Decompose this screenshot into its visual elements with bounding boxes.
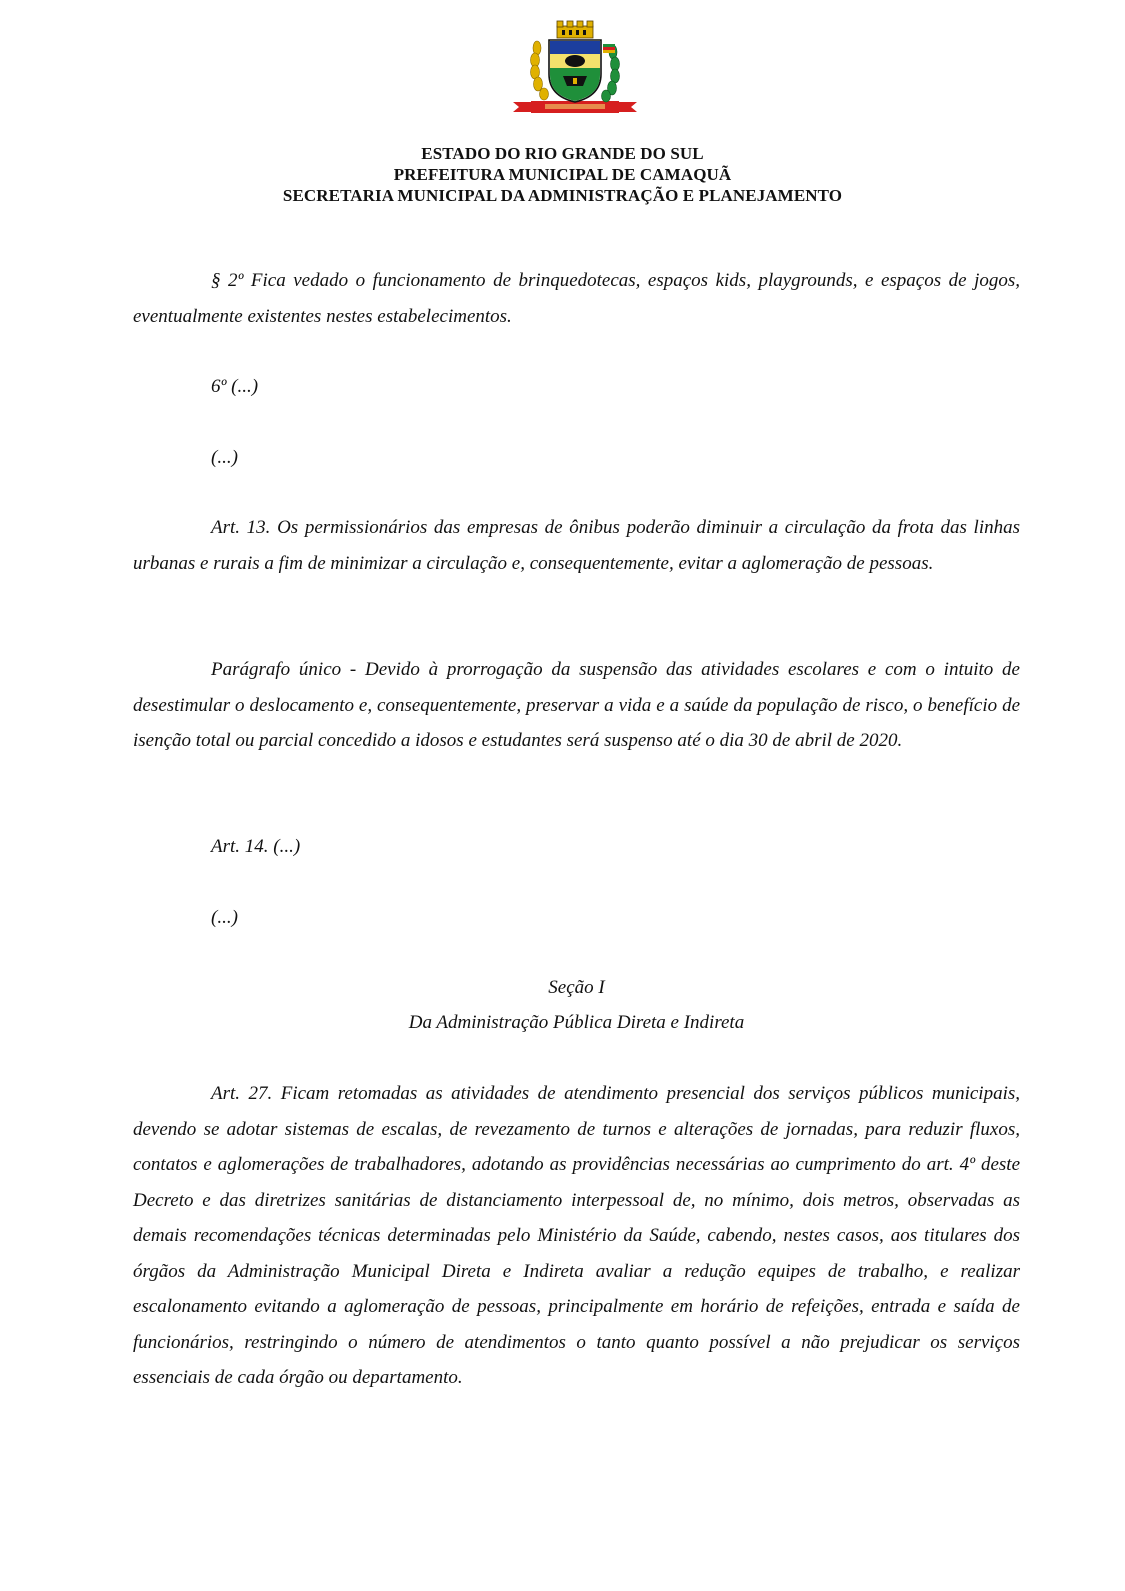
paragrafo-unico: Parágrafo único - Devido à prorrogação da suspensão das atividades escolares e com o intuito de desestimular o deslocamento e, consequentemente, preservar a vida e a saúde da população de risco, o benefício de isenção total ou parcial concedido a idosos e estudantes será suspenso até o dia 30 de abril de 2020. — [133, 659, 1020, 751]
ellipsis-1: (...) — [211, 447, 238, 468]
paragraph-2: § 2º Fica vedado o funcionamento de brinquedotecas, espaços kids, playgrounds, e espaços de jogos, eventualmente existentes nestes estabelecimentos. — [133, 270, 1020, 327]
article-27: Art. 27. Ficam retomadas as atividades de atendimento presencial dos serviços públicos municipais, devendo se adotar sistemas de escalas, de revezamento de turnos e alterações de jornadas, para reduzir fluxos, contatos e aglomerações de trabalhadores, adotando as providências necessárias ao cumprimento do art. 4º deste Decreto e das diretrizes sanitárias de distanciamento interpessoal de, no mínimo, dois metros, observadas as demais recomendações técnicas determinadas pelo Ministério da Saúde, cabendo, nestes casos, aos titulares dos órgãos da Administração Municipal Direta e Indireta avaliar a redução equipes de trabalho, e realizar escalonamento evitando a aglomeração de pessoas, principalmente em horário de refeições, entrada e saída de funcionários, restringindo o número de atendimentos o tanto quanto possível a não prejudicar os serviços essenciais de cada órgão ou departamento. — [133, 1083, 1020, 1388]
article-14: Art. 14. (...) — [211, 836, 301, 857]
ellipsis-2: (...) — [211, 907, 238, 928]
document-header — [0, 143, 1125, 206]
municipal-coat-of-arms-icon — [511, 18, 639, 118]
item-6: 6º (...) — [211, 376, 259, 397]
section-subtitle: Da Administração Pública Direta e Indireta — [408, 1012, 745, 1033]
header-prefecture: PREFEITURA MUNICIPAL DE CAMAQUÃ — [393, 165, 732, 184]
article-13: Art. 13. Os permissionários das empresas de ônibus poderão diminuir a circulação da frota das linhas urbanas e rurais a fim de minimizar a circulação e, consequentemente, evitar a aglomeração de pessoas. — [133, 517, 1020, 574]
section-title: Seção I — [548, 977, 605, 998]
header-state: ESTADO DO RIO GRANDE DO SUL — [421, 144, 704, 163]
header-secretariat: SECRETARIA MUNICIPAL DA ADMINISTRAÇÃO E PLANEJAMENTO — [282, 186, 843, 205]
